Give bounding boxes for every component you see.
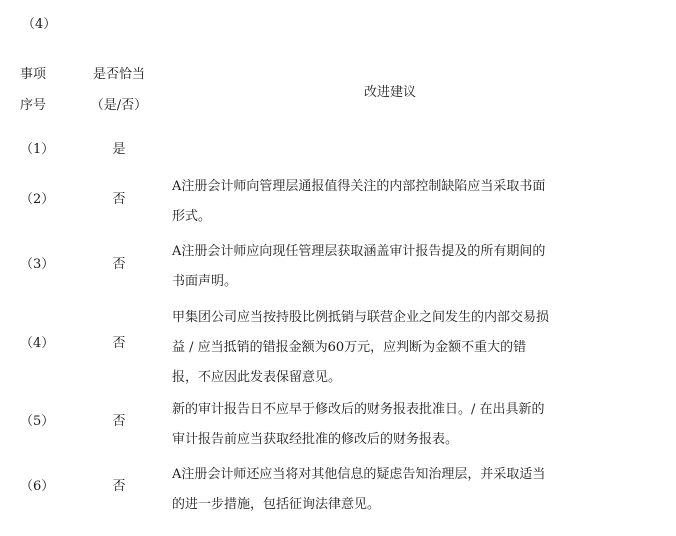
- table-row-number: （6）: [20, 479, 55, 494]
- suggestion-line: 甲集团公司应当按持股比例抵销与联营企业之间发生的内部交易损: [172, 310, 550, 325]
- table-row-suggestion: [172, 303, 612, 393]
- table-row-suggestion: [172, 172, 612, 232]
- table-row-appropriate: 否: [112, 257, 126, 272]
- suggestion-line: A注册会计师应向现任管理层获取涵盖审计报告提及的所有期间的: [172, 244, 546, 259]
- table-row-appropriate: 否: [112, 479, 126, 494]
- table-row-number: （1）: [20, 142, 55, 157]
- section-label: （4）: [22, 17, 57, 32]
- table-row-suggestion: [172, 395, 612, 455]
- table-row-appropriate: 是: [112, 142, 126, 157]
- table-row-number: （5）: [20, 414, 55, 429]
- suggestion-line: 的进一步措施，包括征询法律意见。: [172, 497, 381, 512]
- suggestion-line: 审计报告前应当获取经批准的修改后的财务报表。: [172, 432, 459, 447]
- suggestion-line: A注册会计师还应当将对其他信息的疑虑告知治理层，并采取适当: [172, 467, 546, 482]
- suggestion-line: 形式。: [172, 209, 212, 224]
- table-row-suggestion: [172, 460, 612, 520]
- table-row-suggestion: [172, 237, 612, 297]
- suggestion-line: A注册会计师向管理层通报值得关注的内部控制缺陷应当采取书面: [172, 179, 546, 194]
- table-row-appropriate: 否: [112, 336, 126, 351]
- suggestion-line: 报，不应因此发表保留意见。: [172, 370, 342, 385]
- suggestion-line: 书面声明。: [172, 274, 238, 289]
- suggestion-line: 益 / 应当抵销的错报金额为60万元，应判断为金额不重大的错: [172, 340, 527, 355]
- table-row-appropriate: 否: [112, 192, 126, 207]
- table-row-number: （2）: [20, 192, 55, 207]
- table-row-number: （4）: [20, 336, 55, 351]
- header-appropriate-line2: （是/否）: [90, 98, 148, 113]
- table-row-appropriate: 否: [112, 414, 126, 429]
- header-item-no-line2: 序号: [20, 98, 47, 113]
- header-item-no-line1: 事项: [20, 67, 47, 82]
- table-row-number: （3）: [20, 257, 55, 272]
- header-suggestion: 改进建议: [364, 85, 417, 100]
- suggestion-line: 新的审计报告日不应早于修改后的财务报表批准日。/ 在出具新的: [172, 402, 545, 417]
- header-appropriate-line1: 是否恰当: [92, 67, 145, 82]
